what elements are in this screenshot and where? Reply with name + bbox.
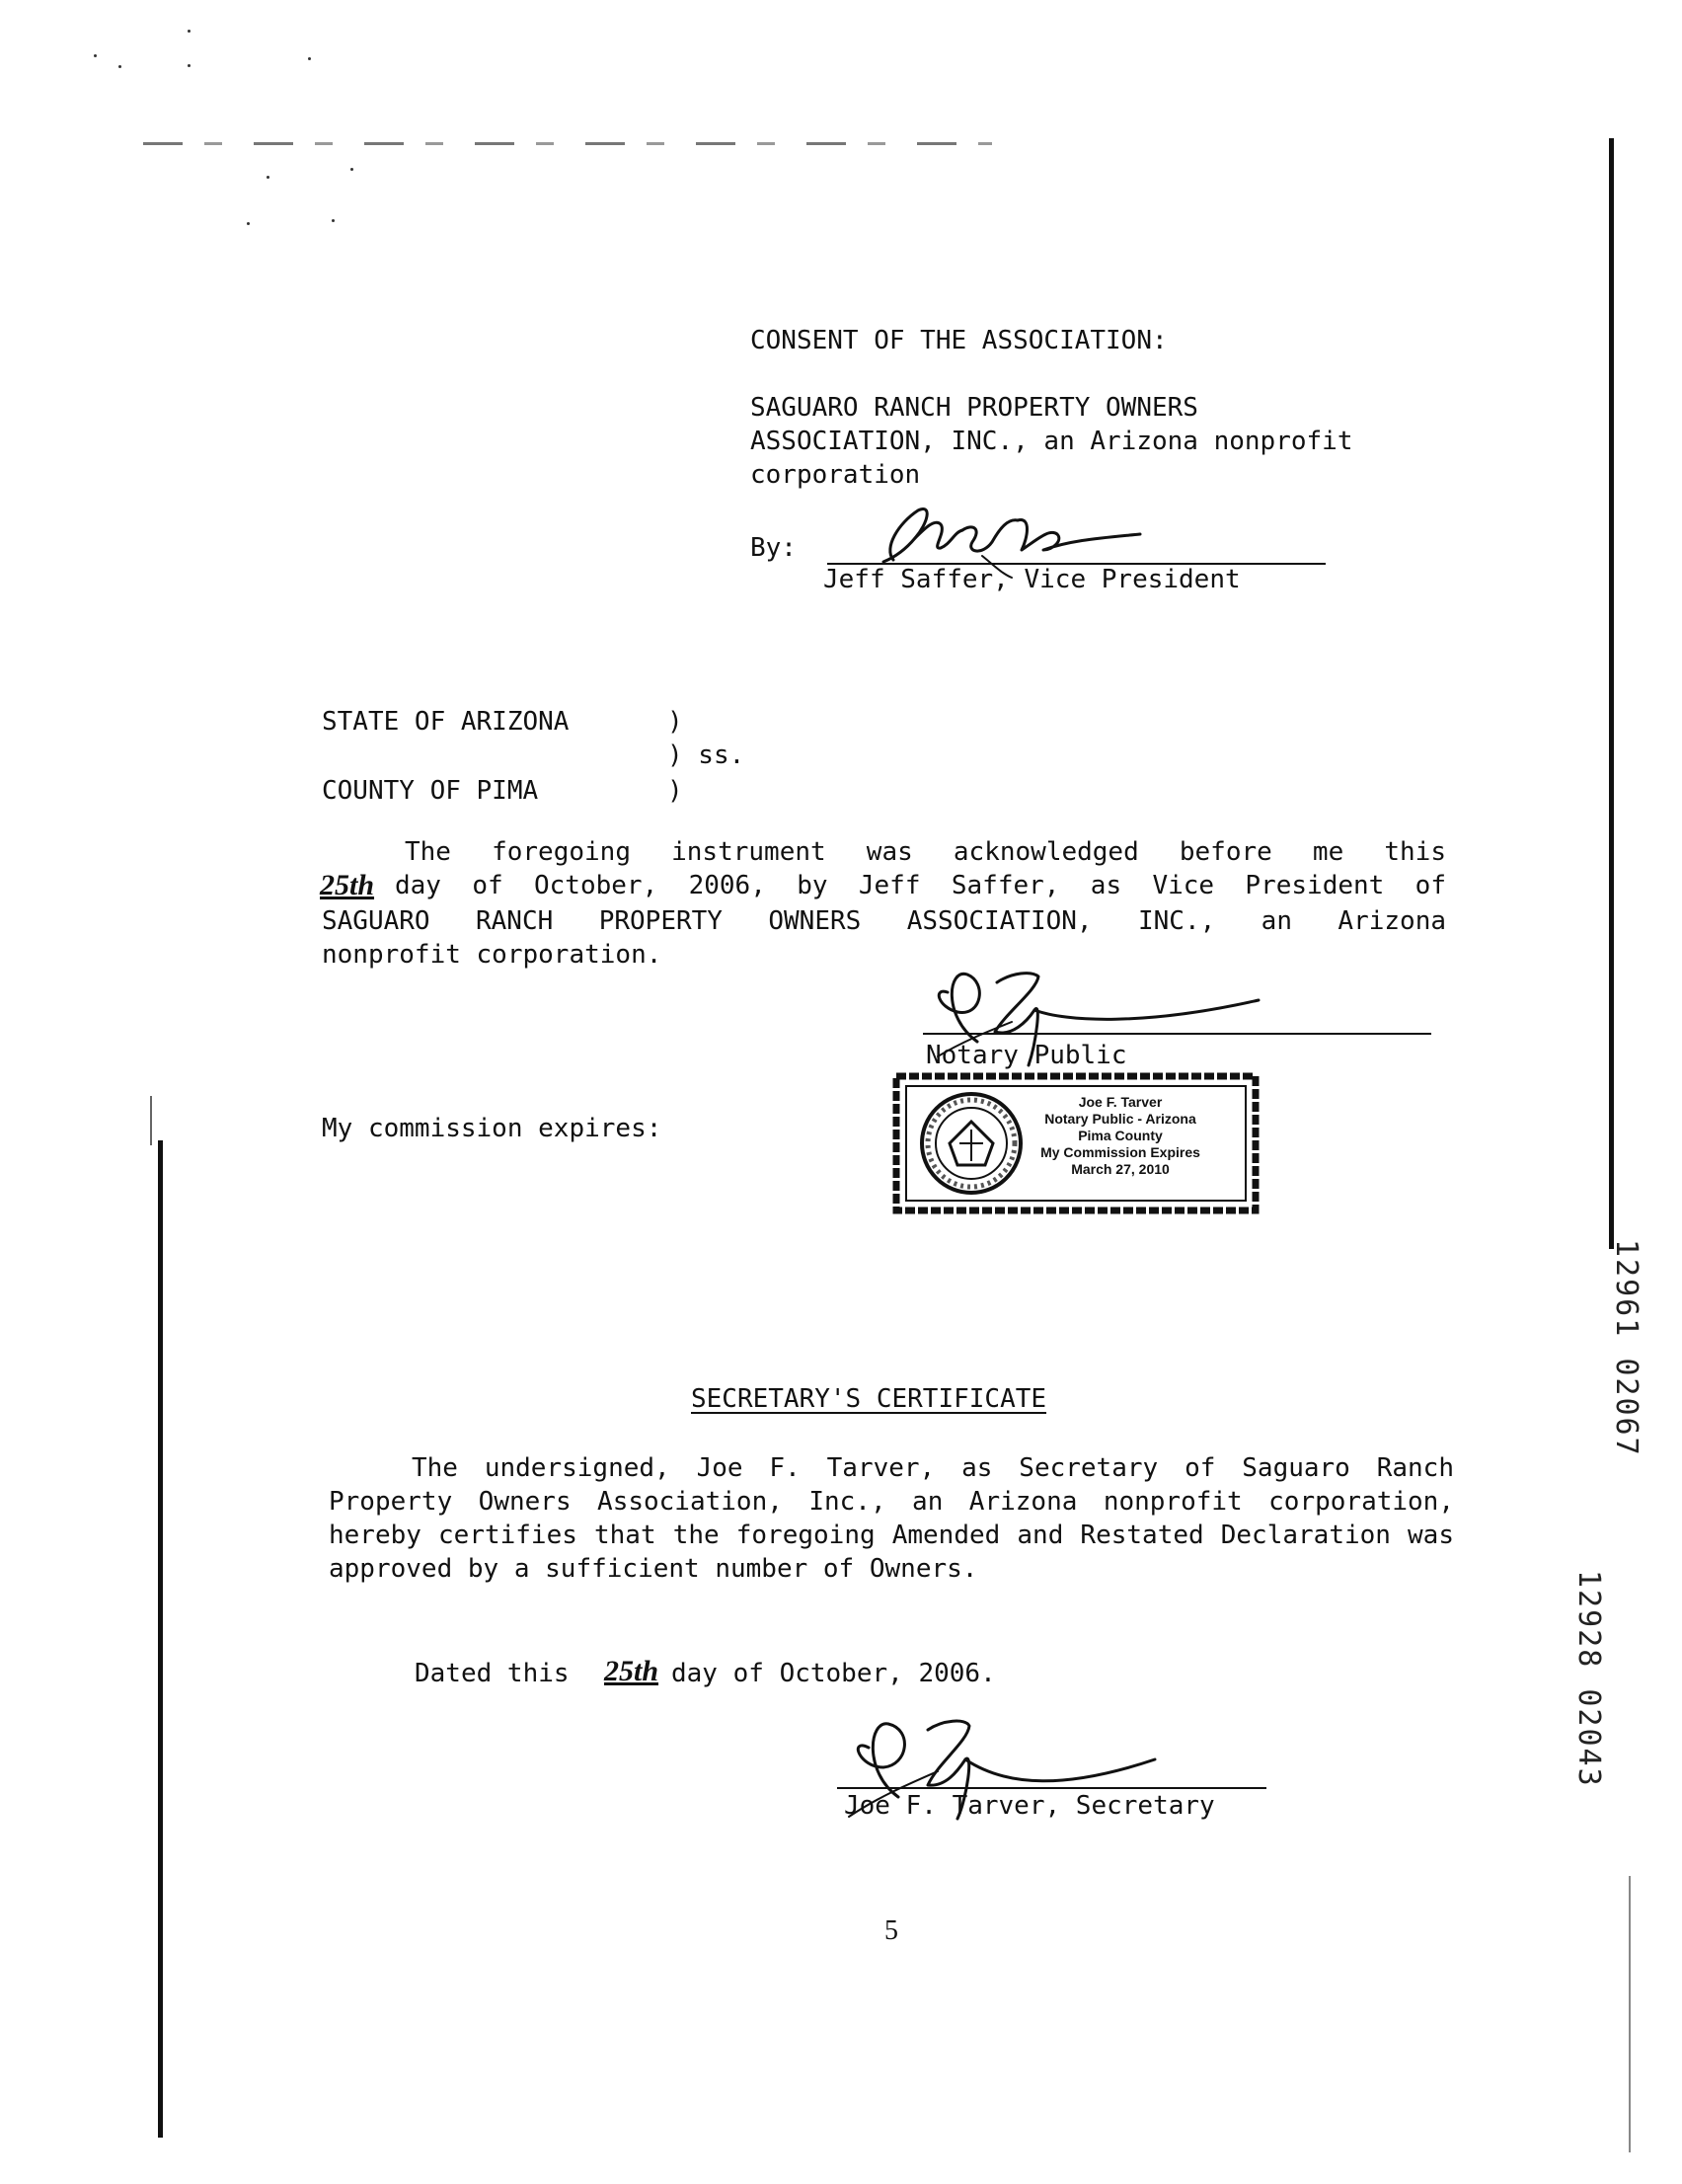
- acknowledgment-line-1-text: The foregoing instrument was acknowledged before me this: [405, 837, 1446, 867]
- stamp-line-3: Pima County: [1078, 1128, 1163, 1143]
- acknowledgment-line-2: [395, 869, 1446, 902]
- commission-expires-label: My commission expires:: [322, 1114, 662, 1143]
- notary-label: Notary Public: [926, 1041, 1127, 1070]
- right-edge-bar: [1609, 138, 1614, 1249]
- certificate-dated-prefix: Dated this: [415, 1659, 570, 1688]
- stamp-line-4: My Commission Expires: [1040, 1144, 1200, 1160]
- certificate-heading: SECRETARY'S CERTIFICATE: [691, 1384, 1047, 1414]
- stamp-line-2: Notary Public - Arizona: [1044, 1111, 1196, 1127]
- by-label: By:: [750, 533, 797, 563]
- certificate-day-handwritten: [604, 1655, 658, 1688]
- right-edge-tick: [1629, 1876, 1631, 2152]
- acknowledgment-line-3-text: SAGUARO RANCH PROPERTY OWNERS ASSOCIATION, INC., an Arizona: [322, 906, 1446, 936]
- acknowledgment-line-3: [322, 904, 1446, 938]
- left-edge-tick: [150, 1096, 152, 1145]
- venue-paren-top: ): [667, 707, 683, 737]
- recording-number-second: 12928 02043: [1571, 1570, 1606, 1788]
- certificate-signature-line: [837, 1787, 1266, 1789]
- venue-paren-bottom: ): [667, 776, 683, 806]
- certificate-body: The undersigned, Joe F. Tarver, as Secretary of Saguaro Ranch Property Owners Association, Inc., an Arizona nonprofit corporation, hereby certifies that the foregoing Amended and Restated Declaration was approved by a sufficient number of Owners.: [329, 1453, 1454, 1584]
- left-edge-bar: [158, 1140, 163, 2138]
- consent-org-line-1: SAGUARO RANCH PROPERTY OWNERS: [750, 393, 1198, 423]
- stamp-line-5: March 27, 2010: [1071, 1161, 1170, 1177]
- certificate-dated-suffix: day of October, 2006.: [671, 1659, 996, 1688]
- consent-signer: Jeff Saffer, Vice President: [823, 565, 1241, 594]
- acknowledgment-line-4: nonprofit corporation.: [322, 940, 662, 970]
- venue-ss: ) ss.: [667, 741, 745, 770]
- acknowledgment-line-2-text: day of October, 2006, by Jeff Saffer, as Vice President of: [395, 871, 1446, 900]
- certificate-day-text: 25th: [604, 1655, 659, 1687]
- notary-signature-line: [923, 1033, 1431, 1035]
- recording-number-first: 12961 02067: [1609, 1239, 1644, 1457]
- certificate-signer: Joe F. Tarver, Secretary: [844, 1791, 1215, 1821]
- consent-org-line-3: corporation: [750, 460, 921, 490]
- consent-org-line-2: ASSOCIATION, INC., an Arizona nonprofit: [750, 427, 1353, 456]
- consent-heading: CONSENT OF THE ASSOCIATION:: [750, 326, 1168, 355]
- page-number: 5: [884, 1915, 898, 1946]
- stamp-line-1: Joe F. Tarver: [1078, 1094, 1163, 1110]
- acknowledgment-day-text: 25th: [320, 869, 375, 901]
- scan-dash-line: [143, 142, 992, 145]
- acknowledgment-day-handwritten: [320, 869, 374, 902]
- acknowledgment-line-1: [405, 835, 1446, 869]
- venue-county: COUNTY OF PIMA: [322, 776, 539, 806]
- venue-state: STATE OF ARIZONA: [322, 707, 570, 737]
- notary-stamp-text: [1007, 1094, 1234, 1178]
